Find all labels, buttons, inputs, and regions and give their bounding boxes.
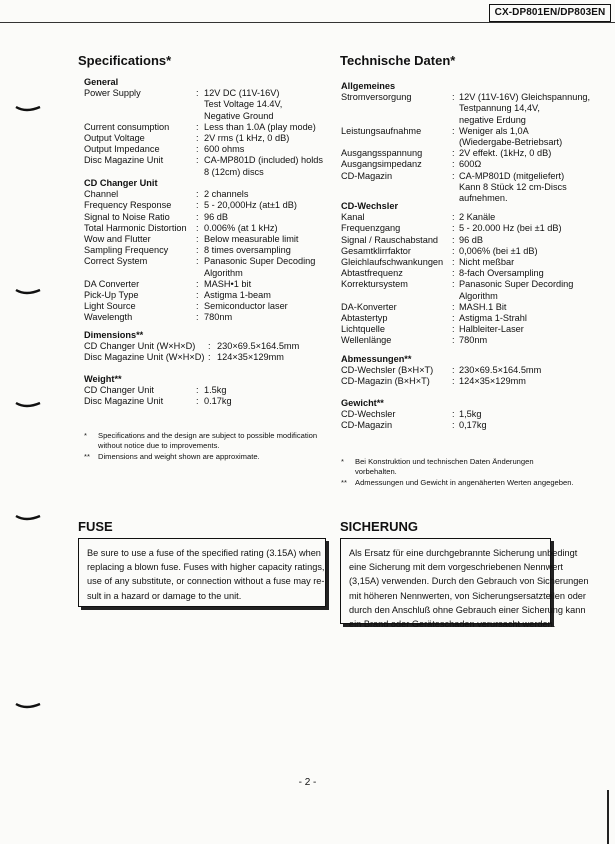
spec-value: Weniger als 1,0A (Wiedergabe-Betriebsart) bbox=[459, 125, 563, 147]
spec-colon: : bbox=[452, 409, 455, 420]
spec-colon: : bbox=[196, 312, 199, 323]
spec-colon: : bbox=[196, 144, 199, 155]
spec-label: Frequenzgang bbox=[341, 223, 401, 234]
footnote-text: Dimensions and weight shown are approximate. bbox=[98, 452, 260, 461]
spec-colon: : bbox=[452, 301, 455, 312]
spec-label: Signal to Noise Ratio bbox=[84, 211, 170, 222]
spec-colon: : bbox=[208, 352, 211, 363]
footnote-mark: ** bbox=[84, 452, 90, 461]
footnote-text: Specifications and the design are subject to possible modification without notice due to improvements. bbox=[98, 431, 318, 450]
section-heading: Dimensions** bbox=[84, 330, 144, 340]
section-heading: Allgemeines bbox=[341, 81, 396, 91]
model-number-box bbox=[489, 4, 611, 22]
spec-value: CA-MP801D (mitgeliefert) Kann 8 Stück 12 cm-Discs aufnehmen. bbox=[459, 170, 567, 203]
spec-colon: : bbox=[452, 279, 455, 290]
spec-label: Signal / Rauschabstand bbox=[341, 234, 439, 245]
spec-colon: : bbox=[452, 365, 455, 376]
spec-colon: : bbox=[196, 211, 199, 222]
spec-value: Semiconductor laser bbox=[204, 301, 288, 312]
spec-label: Correct System bbox=[84, 256, 148, 267]
spec-label: Light Source bbox=[84, 301, 136, 312]
section-heading: CD Changer Unit bbox=[84, 178, 158, 188]
spec-value: Below measurable limit bbox=[204, 234, 299, 244]
binding-mark bbox=[14, 104, 42, 114]
footnote-text: Admessungen und Gewicht in angenäherten Werten angegeben. bbox=[355, 478, 574, 487]
spec-value: 96 dB bbox=[459, 234, 484, 245]
spec-colon: : bbox=[452, 257, 455, 267]
section-heading: General bbox=[84, 77, 119, 87]
spec-label: Frequency Response bbox=[84, 200, 172, 211]
footnote-mark: * bbox=[84, 431, 87, 440]
spec-colon: : bbox=[196, 121, 199, 132]
spec-colon: : bbox=[196, 234, 199, 244]
spec-label: CD-Wechsler (B×H×T) bbox=[341, 365, 434, 376]
spec-colon: : bbox=[196, 133, 199, 143]
spec-value: 2V rms (1 kHz, 0 dB) bbox=[204, 133, 290, 143]
spec-colon: : bbox=[196, 88, 199, 99]
spec-value: 0.17kg bbox=[204, 396, 232, 407]
spec-colon: : bbox=[452, 324, 455, 335]
spec-value: Less than 1.0A (play mode) bbox=[204, 121, 316, 132]
spec-colon: : bbox=[452, 335, 455, 346]
spec-value: CA-MP801D (included) holds 8 (12cm) discs bbox=[204, 155, 323, 177]
spec-value: Panasonic Super Decoding Algorithm bbox=[204, 256, 316, 278]
spec-label: Ausgangsimpedanz bbox=[341, 159, 422, 170]
footnote-text: Bei Konstruktion und technischen Daten Änderungen vorbehalten. bbox=[355, 457, 534, 476]
fuse-warning-box bbox=[78, 538, 326, 607]
spec-value: 12V (11V-16V) Gleichspannung, Testpannung 14,4V, negative Erdung bbox=[459, 92, 591, 125]
spec-value: 2 channels bbox=[204, 189, 249, 200]
spec-label: DA-Konverter bbox=[341, 301, 397, 312]
spec-label: Abtastertyp bbox=[341, 313, 388, 323]
spec-colon: : bbox=[452, 125, 455, 136]
spec-label: Sampling Frequency bbox=[84, 245, 169, 256]
spec-value: 230×69.5×164.5mm bbox=[459, 365, 542, 376]
spec-label: Korrektursystem bbox=[341, 279, 408, 290]
spec-colon: : bbox=[196, 256, 199, 267]
spec-value: 780nm bbox=[204, 312, 233, 323]
spec-colon: : bbox=[452, 92, 455, 103]
spec-colon: : bbox=[452, 420, 455, 431]
spec-colon: : bbox=[196, 301, 199, 312]
spec-value: 0.006% (at 1 kHz) bbox=[204, 222, 278, 233]
spec-value: 230×69.5×164.5mm bbox=[217, 341, 300, 352]
spec-colon: : bbox=[452, 268, 455, 279]
spec-colon: : bbox=[196, 189, 199, 200]
spec-colon: : bbox=[196, 245, 199, 256]
fuse-heading: FUSE bbox=[78, 519, 113, 534]
spec-label: Output Voltage bbox=[84, 133, 145, 143]
spec-value: 1.5kg bbox=[204, 385, 227, 396]
spec-label: Wellenlänge bbox=[341, 335, 392, 346]
header-rule bbox=[0, 22, 615, 23]
spec-colon: : bbox=[196, 396, 199, 407]
fuse-text-line: durch den Anschluß ohne Gebrauch einer Sicherung kann bbox=[349, 604, 586, 615]
spec-colon: : bbox=[196, 200, 199, 211]
spec-label: Disc Magazine Unit (W×H×D) bbox=[84, 352, 205, 363]
fuse-text-line: Als Ersatz für eine durchgebrannte Sicherung unbedingt bbox=[349, 548, 578, 558]
spec-value: Panasonic Super Decording Algorithm bbox=[459, 279, 574, 301]
spec-colon: : bbox=[452, 223, 455, 234]
specifications-title: Specifications* bbox=[78, 53, 172, 68]
spec-value: 8 times oversampling bbox=[204, 245, 291, 256]
spec-colon: : bbox=[452, 376, 455, 387]
footnote-mark: ** bbox=[341, 478, 347, 487]
spec-colon: : bbox=[196, 278, 199, 289]
spec-value: 96 dB bbox=[204, 211, 229, 222]
binding-mark bbox=[14, 287, 42, 297]
spec-label: Wow and Flutter bbox=[84, 234, 151, 244]
spec-colon: : bbox=[196, 290, 199, 300]
spec-label: CD-Magazin (B×H×T) bbox=[341, 376, 430, 387]
spec-value: 12V DC (11V-16V) Test Voltage 14.4V, Negative Ground bbox=[204, 88, 283, 121]
spec-label: CD-Magazin bbox=[341, 170, 393, 181]
spec-value: 600Ω bbox=[459, 159, 482, 170]
spec-label: Gleichlaufschwankungen bbox=[341, 257, 444, 267]
spec-colon: : bbox=[196, 385, 199, 396]
spec-label: Abtastfrequenz bbox=[341, 268, 403, 279]
spec-value: 780nm bbox=[459, 335, 488, 346]
binding-mark bbox=[14, 701, 42, 711]
spec-label: CD-Wechsler bbox=[341, 409, 396, 420]
section-heading: Gewicht** bbox=[341, 398, 384, 408]
fuse-text-line: sult in a hazard or damage to the unit. bbox=[87, 590, 242, 601]
spec-label: Ausgangsspannung bbox=[341, 148, 423, 159]
spec-label: Gesamtklirrfaktor bbox=[341, 245, 411, 256]
spec-colon: : bbox=[208, 341, 211, 352]
spec-colon: : bbox=[452, 245, 455, 256]
spec-label: Lichtquelle bbox=[341, 324, 385, 335]
spec-value: Astigma 1-beam bbox=[204, 290, 271, 300]
spec-value: Astigma 1-Strahl bbox=[459, 313, 527, 323]
page-number: - 2 - bbox=[298, 777, 317, 788]
spec-value: 124×35×129mm bbox=[459, 376, 526, 387]
fuse-text-line: mit höheren Nennwerten, von Sicherungsersatzteilen oder bbox=[349, 590, 586, 601]
fuse-text-line: Be sure to use a fuse of the specified rating (3.15A) when bbox=[87, 548, 321, 558]
spec-value: 0,17kg bbox=[459, 420, 487, 431]
spec-label: Leistungsaufnahme bbox=[341, 125, 422, 136]
spec-colon: : bbox=[452, 159, 455, 170]
fuse-text-line: eine Sicherung mit dem vorgeschriebenen Nennwert bbox=[349, 562, 563, 573]
spec-value: MASH.1 Bit bbox=[459, 301, 507, 312]
spec-value: 8-fach Oversampling bbox=[459, 268, 544, 279]
spec-value: MASH•1 bit bbox=[204, 278, 252, 289]
spec-colon: : bbox=[452, 148, 455, 159]
spec-value: 124×35×129mm bbox=[217, 352, 284, 363]
page-edge-line bbox=[607, 790, 609, 844]
spec-label: Power Supply bbox=[84, 88, 141, 99]
spec-value: Nicht meßbar bbox=[459, 257, 515, 267]
spec-label: Channel bbox=[84, 189, 119, 200]
spec-value: 2V effekt. (1kHz, 0 dB) bbox=[459, 148, 552, 159]
fuse-text-line: use of any substitute, or connection without a fuse may re- bbox=[87, 576, 325, 587]
spec-label: Kanal bbox=[341, 212, 365, 223]
spec-label: Output Impedance bbox=[84, 144, 160, 155]
spec-value: Halbleiter-Laser bbox=[459, 324, 524, 335]
spec-value: 600 ohms bbox=[204, 144, 245, 155]
spec-label: Total Harmonic Distortion bbox=[84, 222, 187, 233]
model-number: CX-DP801EN/DP803EN bbox=[494, 7, 606, 18]
spec-value: 2 Kanäle bbox=[459, 212, 496, 223]
fuse-text-line: replacing a blown fuse. Fuses with higher capacity ratings, bbox=[87, 562, 325, 573]
spec-value: 5 - 20,000Hz (at±1 dB) bbox=[204, 200, 297, 211]
spec-value: 5 - 20.000 Hz (bei ±1 dB) bbox=[459, 223, 562, 234]
spec-label: CD Changer Unit bbox=[84, 385, 154, 396]
spec-label: Disc Magazine Unit bbox=[84, 155, 164, 166]
fuse-text-line: (3,15A) verwenden. Durch den Gebrauch von Sicherungen bbox=[349, 576, 589, 587]
binding-mark bbox=[14, 400, 42, 410]
section-heading: CD-Wechsler bbox=[341, 201, 399, 211]
technische-daten-title: Technische Daten* bbox=[340, 53, 456, 68]
spec-label: Current consumption bbox=[84, 121, 170, 132]
sicherung-warning-box bbox=[340, 538, 589, 630]
spec-colon: : bbox=[452, 234, 455, 245]
spec-label: Pick-Up Type bbox=[84, 290, 139, 300]
binding-mark bbox=[14, 513, 42, 523]
spec-colon: : bbox=[452, 170, 455, 181]
spec-label: Disc Magazine Unit bbox=[84, 396, 164, 407]
spec-colon: : bbox=[196, 155, 199, 166]
sicherung-heading: SICHERUNG bbox=[340, 519, 419, 534]
section-heading: Weight** bbox=[84, 374, 122, 384]
spec-colon: : bbox=[452, 313, 455, 323]
spec-colon: : bbox=[196, 222, 199, 233]
spec-colon: : bbox=[452, 212, 455, 223]
spec-label: Wavelength bbox=[84, 312, 133, 323]
spec-label: CD-Magazin bbox=[341, 420, 393, 431]
spec-label: DA Converter bbox=[84, 278, 140, 289]
spec-value: 0,006% (bei ±1 dB) bbox=[459, 245, 538, 256]
spec-value: 1,5kg bbox=[459, 409, 482, 420]
fuse-text-line: ein Brand oder Geräteschaden verursacht werden. bbox=[349, 619, 556, 630]
spec-label: Stromversorgung bbox=[341, 92, 412, 103]
spec-label: CD Changer Unit (W×H×D) bbox=[84, 341, 196, 352]
section-heading: Abmessungen** bbox=[341, 354, 412, 364]
footnote-mark: * bbox=[341, 457, 344, 466]
